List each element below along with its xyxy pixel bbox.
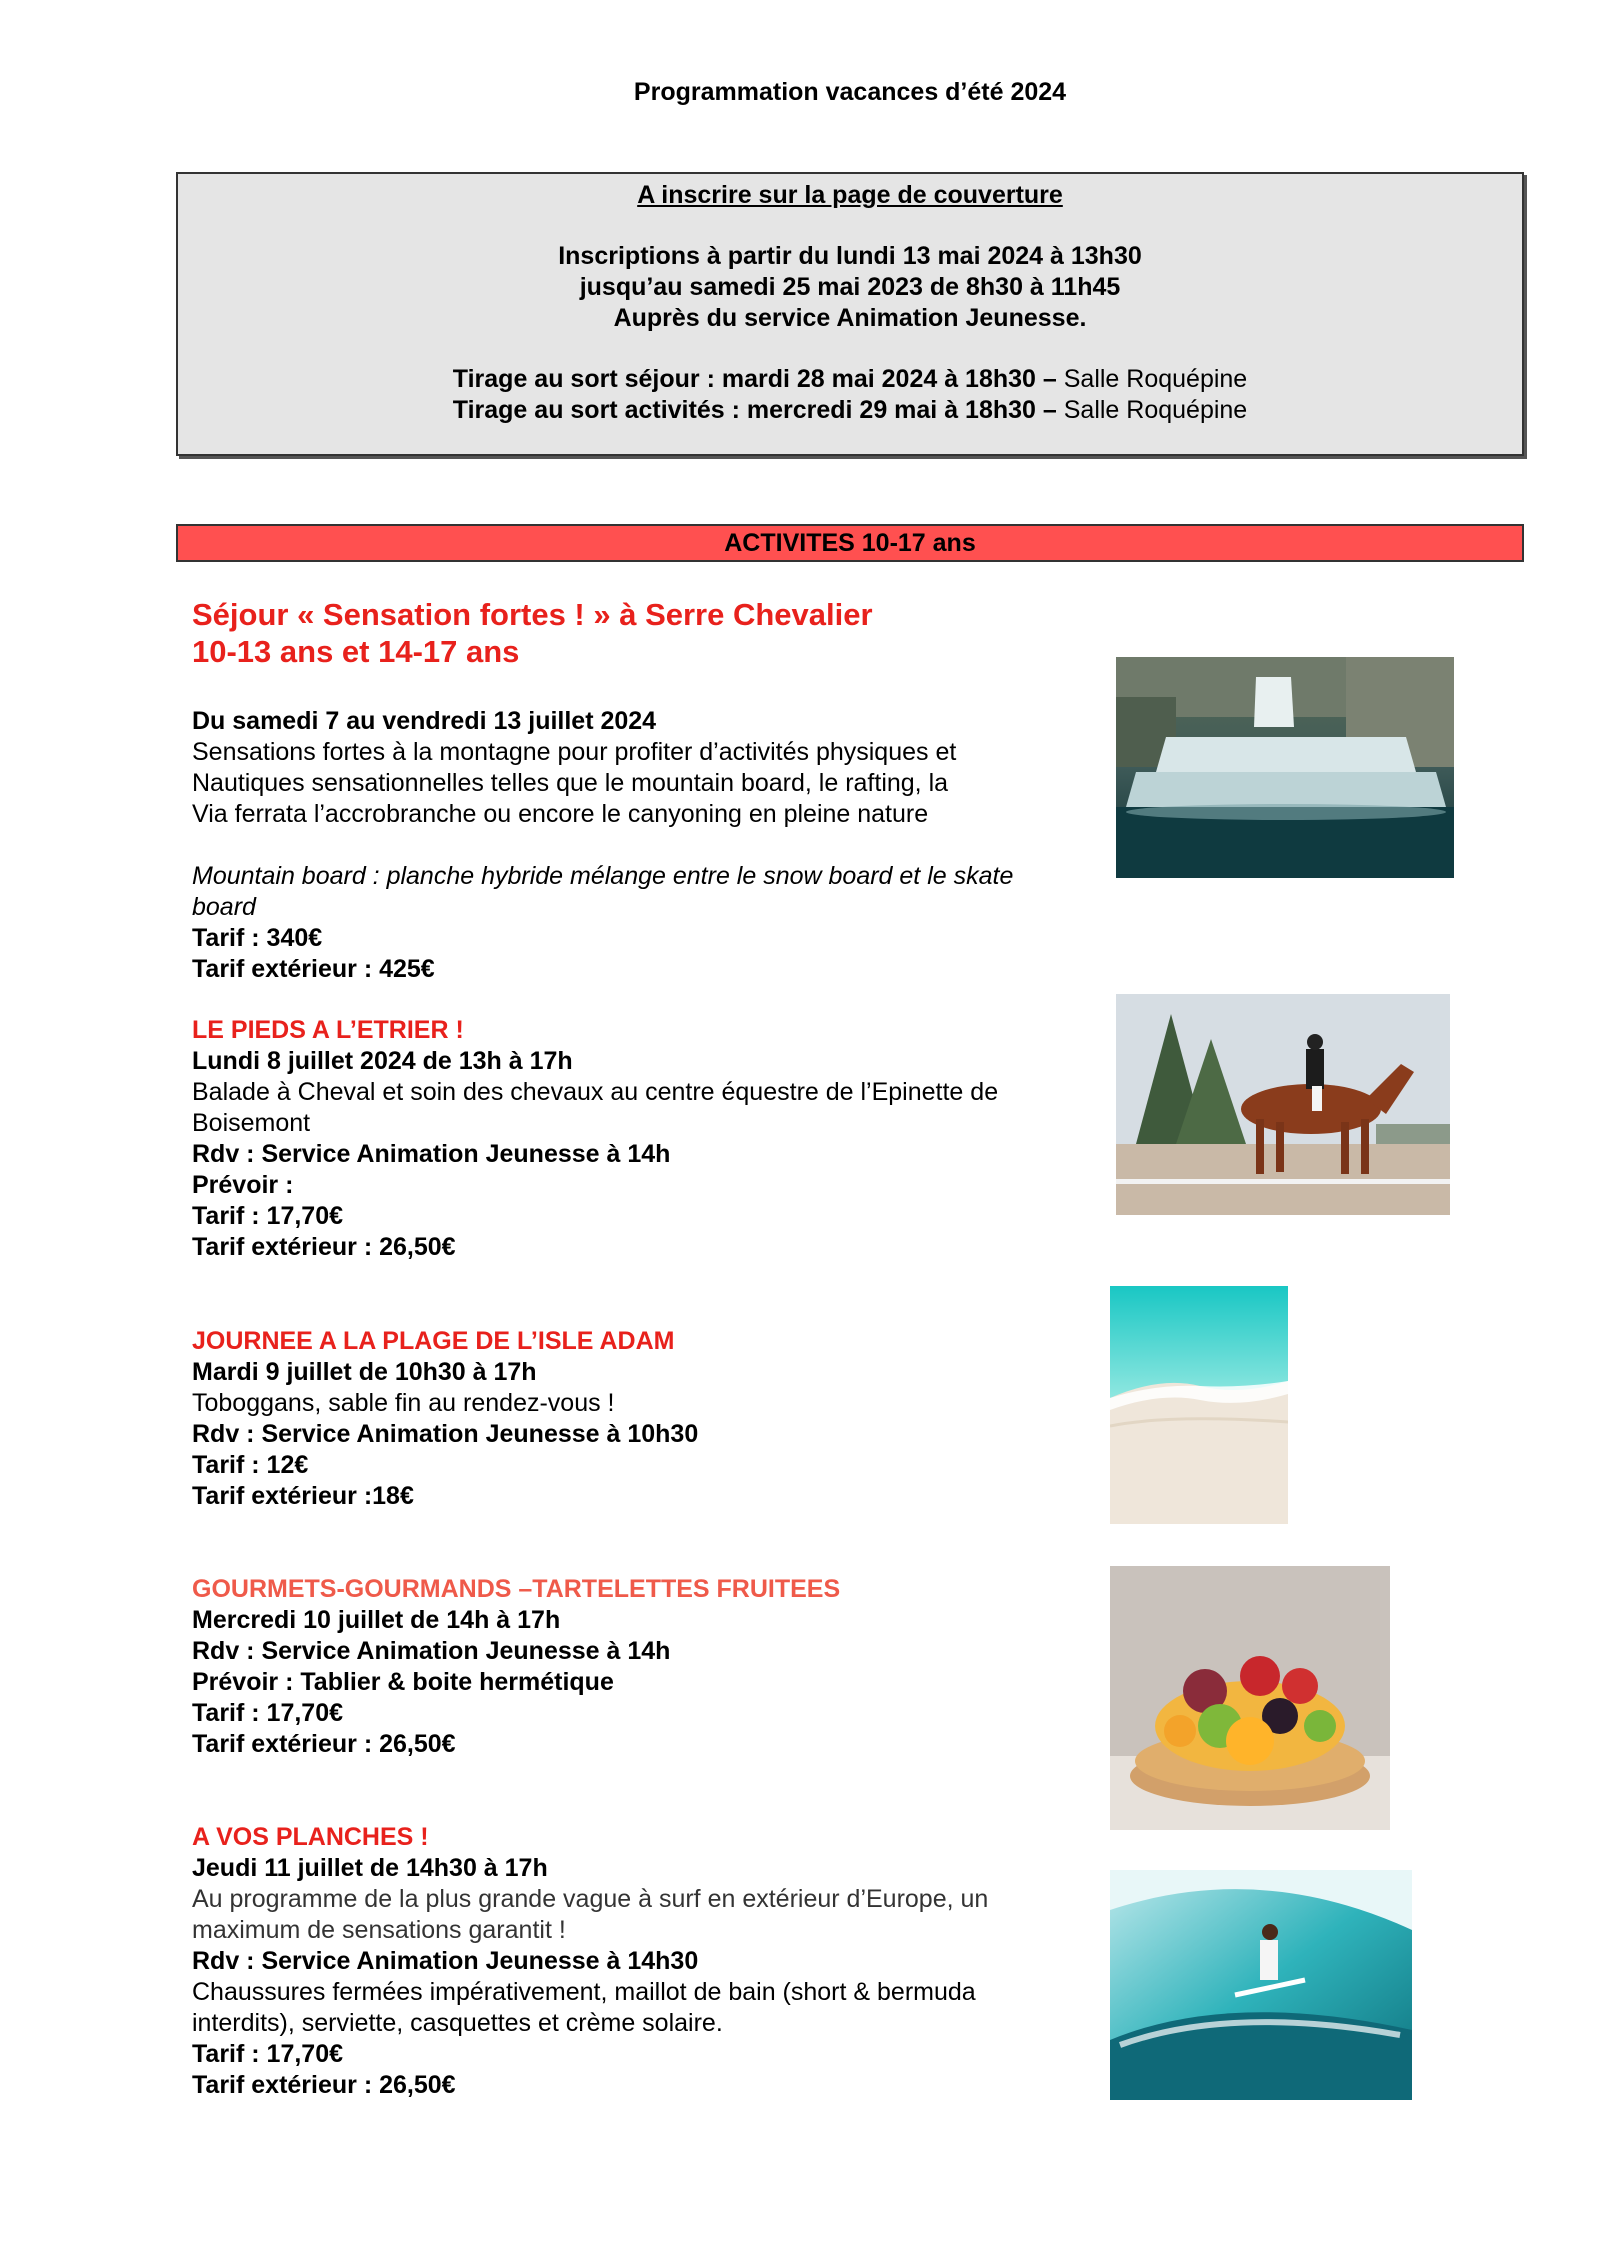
planches-req-1: Chaussures fermées impérativement, maillot de bain (short & bermuda bbox=[192, 1978, 976, 2006]
plage-tarif-ext: Tarif extérieur :18€ bbox=[192, 1482, 414, 1510]
etrier-title: LE PIEDS A L’ETRIER ! bbox=[192, 1016, 464, 1044]
horse-rider-photo bbox=[1116, 994, 1450, 1215]
plage-rdv: Rdv : Service Animation Jeunesse à 10h30 bbox=[192, 1420, 699, 1448]
gourmets-title: GOURMETS-GOURMANDS –TARTELETTES FRUITEES bbox=[192, 1575, 841, 1603]
planches-date: Jeudi 11 juillet de 14h30 à 17h bbox=[192, 1854, 548, 1882]
etrier-prevoir: Prévoir : bbox=[192, 1171, 294, 1199]
cover-heading: A inscrire sur la page de couverture bbox=[637, 181, 1063, 209]
etrier-block bbox=[192, 1015, 1092, 1263]
page-title: Programmation vacances d’été 2024 bbox=[633, 78, 1067, 106]
waterfall-photo bbox=[1116, 657, 1454, 878]
etrier-date: Lundi 8 juillet 2024 de 13h à 17h bbox=[192, 1047, 573, 1075]
planches-desc-1: Au programme de la plus grande vague à surf en extérieur d’Europe, un bbox=[192, 1885, 989, 1913]
sejour-desc-1: Sensations fortes à la montagne pour profiter d’activités physiques et bbox=[192, 738, 957, 766]
sejour-tarif-ext: Tarif extérieur : 425€ bbox=[192, 955, 435, 983]
plage-title: JOURNEE A LA PLAGE DE L’ISLE ADAM bbox=[192, 1327, 675, 1355]
sejour-title: Séjour « Sensation fortes ! » à Serre Chevalier bbox=[192, 597, 873, 632]
gourmets-rdv: Rdv : Service Animation Jeunesse à 14h bbox=[192, 1637, 671, 1665]
gourmets-block bbox=[192, 1574, 1092, 1760]
planches-title: A VOS PLANCHES ! bbox=[192, 1823, 429, 1851]
etrier-tarif: Tarif : 17,70€ bbox=[192, 1202, 344, 1230]
planches-tarif-ext: Tarif extérieur : 26,50€ bbox=[192, 2071, 456, 2099]
draw-sejour bbox=[178, 364, 1522, 395]
gourmets-tarif-ext: Tarif extérieur : 26,50€ bbox=[192, 1730, 456, 1758]
sejour-ages: 10-13 ans et 14-17 ans bbox=[192, 634, 520, 669]
gourmets-prevoir: Prévoir : Tablier & boite hermétique bbox=[192, 1668, 614, 1696]
section-header: ACTIVITES 10-17 ans bbox=[176, 524, 1524, 562]
planches-tarif: Tarif : 17,70€ bbox=[192, 2040, 344, 2068]
planches-block bbox=[192, 1822, 1192, 2101]
plage-block bbox=[192, 1326, 1092, 1512]
etrier-rdv: Rdv : Service Animation Jeunesse à 14h bbox=[192, 1140, 671, 1168]
sejour-note-2: board bbox=[192, 893, 256, 921]
registration-start: Inscriptions à partir du lundi 13 mai 2024 à 13h30 bbox=[558, 242, 1142, 270]
draw-activites-place: Salle Roquépine bbox=[1056, 396, 1248, 424]
draw-activites-text: Tirage au sort activités : mercredi 29 mai à 18h30 – bbox=[452, 396, 1057, 424]
sejour-desc-3: Via ferrata l’accrobranche ou encore le canyoning en pleine nature bbox=[192, 800, 929, 828]
gourmets-date: Mercredi 10 juillet de 14h à 17h bbox=[192, 1606, 561, 1634]
planches-desc-2: maximum de sensations garantit ! bbox=[192, 1916, 566, 1944]
sejour-note-1: Mountain board : planche hybride mélange entre le snow board et le skate bbox=[192, 862, 1014, 890]
planches-req-2: interdits), serviette, casquettes et crème solaire. bbox=[192, 2009, 723, 2037]
plage-date: Mardi 9 juillet de 10h30 à 17h bbox=[192, 1358, 537, 1386]
sejour-date: Du samedi 7 au vendredi 13 juillet 2024 bbox=[192, 707, 657, 735]
draw-sejour-place: Salle Roquépine bbox=[1056, 365, 1248, 393]
registration-place: Auprès du service Animation Jeunesse. bbox=[613, 304, 1087, 332]
plage-tarif: Tarif : 12€ bbox=[192, 1451, 309, 1479]
surfer-wave-photo bbox=[1110, 1870, 1412, 2100]
sejour-tarif: Tarif : 340€ bbox=[192, 924, 323, 952]
registration-end: jusqu’au samedi 25 mai 2023 de 8h30 à 11h45 bbox=[579, 273, 1121, 301]
cover-info-box bbox=[176, 172, 1524, 456]
sejour-desc-2: Nautiques sensationnelles telles que le mountain board, le rafting, la bbox=[192, 769, 949, 797]
etrier-tarif-ext: Tarif extérieur : 26,50€ bbox=[192, 1233, 456, 1261]
planches-rdv: Rdv : Service Animation Jeunesse à 14h30 bbox=[192, 1947, 699, 1975]
beach-photo bbox=[1110, 1286, 1288, 1524]
etrier-desc-2: Boisemont bbox=[192, 1109, 311, 1137]
draw-sejour-text: Tirage au sort séjour : mardi 28 mai 2024 à 18h30 – bbox=[452, 365, 1057, 393]
draw-activites bbox=[178, 395, 1522, 426]
plage-desc: Toboggans, sable fin au rendez-vous ! bbox=[192, 1389, 615, 1417]
etrier-desc-1: Balade à Cheval et soin des chevaux au centre équestre de l’Epinette de bbox=[192, 1078, 999, 1106]
fruit-tart-photo bbox=[1110, 1566, 1390, 1830]
sejour-block bbox=[192, 596, 1192, 985]
gourmets-tarif: Tarif : 17,70€ bbox=[192, 1699, 344, 1727]
